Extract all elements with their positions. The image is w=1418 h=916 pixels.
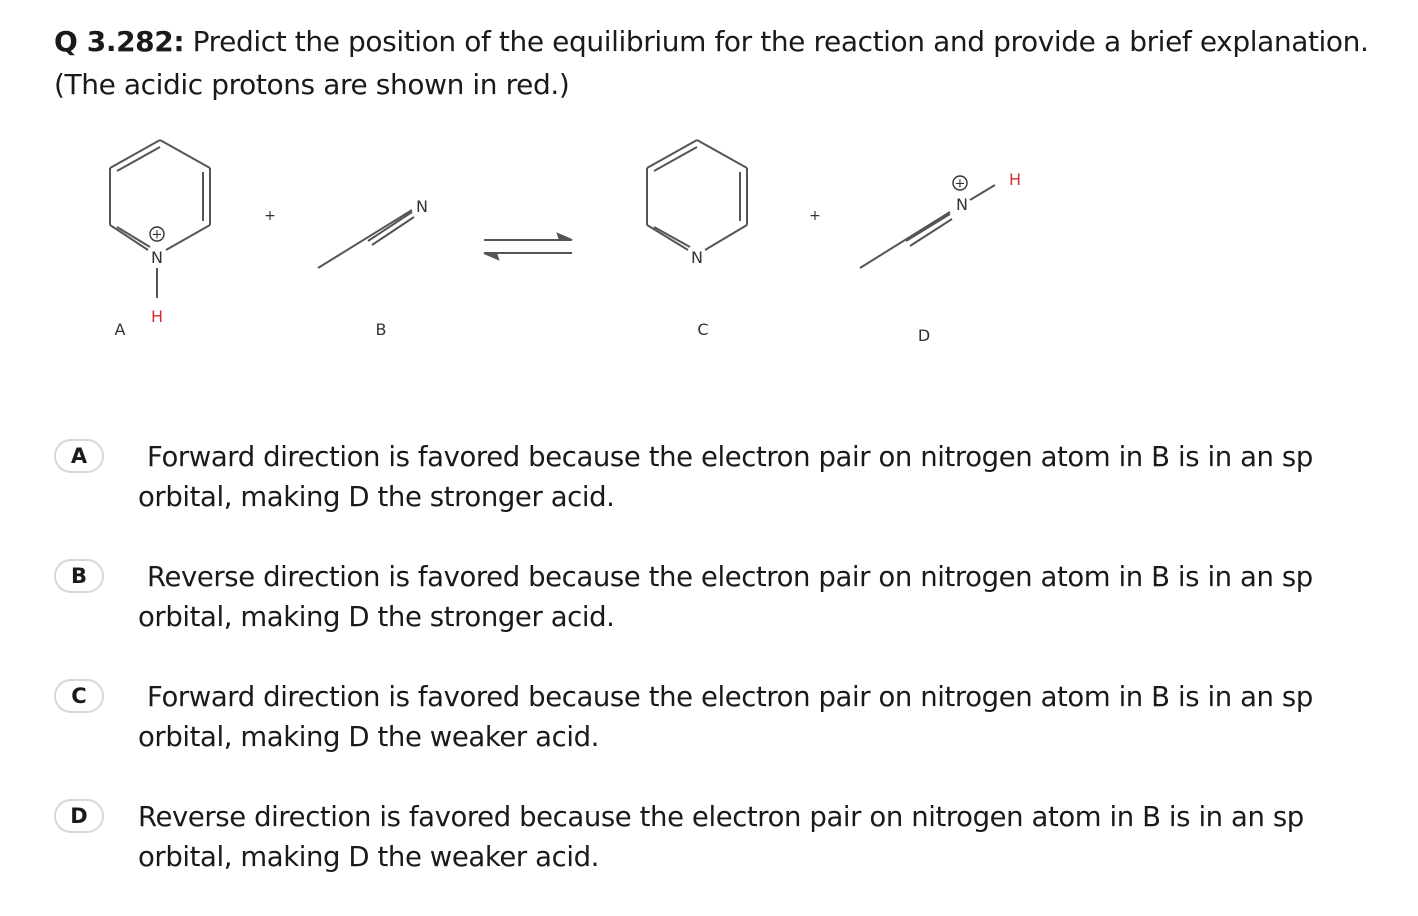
ring-c-bond <box>705 225 747 250</box>
nitrogen-atom: N <box>416 197 428 216</box>
question-number: Q 3.282: <box>54 25 185 58</box>
plus-sign: + <box>809 208 821 224</box>
option-line-1: Forward direction is favored because the electron pair on nitrogen atom in B is in an sp <box>147 441 1313 473</box>
option-letter-badge[interactable]: D <box>54 799 104 833</box>
nitrogen-atom: N <box>151 248 163 267</box>
question-line-1 <box>54 20 1404 63</box>
forward-arrowhead <box>558 234 572 240</box>
charge-sign: + <box>954 176 966 192</box>
ring-a-double-bond <box>117 147 160 171</box>
scheme-text <box>115 170 1021 345</box>
option-text[interactable] <box>138 557 1388 637</box>
question-block <box>54 20 1404 106</box>
option-text[interactable] <box>138 797 1388 877</box>
ring-c-bond <box>647 140 697 168</box>
option-line-2: orbital, making D the weaker acid. <box>138 841 599 873</box>
ring-a-double-bond <box>117 227 150 247</box>
option-line-2: orbital, making D the stronger acid. <box>138 481 615 513</box>
ring-c-bond <box>697 140 747 168</box>
acidic-hydrogen: H <box>150 307 164 326</box>
ring-c-double-bond <box>654 147 697 171</box>
ring-a-bond <box>160 140 210 168</box>
option-text[interactable] <box>138 437 1388 517</box>
charge-sign: + <box>151 227 163 243</box>
reaction-scheme <box>0 120 1418 380</box>
option-line-1: Forward direction is favored because the electron pair on nitrogen atom in B is in an sp <box>147 681 1313 713</box>
option-line-2: orbital, making D the weaker acid. <box>138 721 599 753</box>
nitrogen-atom: N <box>691 248 703 267</box>
option-line-1: Reverse direction is favored because the electron pair on nitrogen atom in B is in an sp <box>138 801 1304 833</box>
triple-bond <box>906 214 950 241</box>
option-letter-badge[interactable]: C <box>54 679 104 713</box>
reaction-scheme-svg <box>0 120 1418 380</box>
option-letter-badge[interactable]: B <box>54 559 104 593</box>
ring-c-double-bond <box>654 227 690 247</box>
option-line-1: Reverse direction is favored because the electron pair on nitrogen atom in B is in an sp <box>147 561 1313 593</box>
methyl-bond <box>318 210 412 268</box>
label-b: B <box>375 320 387 339</box>
ring-c-bond <box>647 225 688 250</box>
label-c: C <box>697 320 709 339</box>
triple-bond <box>368 212 412 241</box>
acidic-hydrogen: H <box>1008 170 1022 189</box>
nitrogen-atom: N <box>956 195 968 214</box>
option-letter-badge[interactable]: A <box>54 439 104 473</box>
label-d: D <box>917 326 931 345</box>
label-a: A <box>114 320 126 339</box>
bonds <box>110 140 995 298</box>
equilibrium-arrows <box>484 234 572 259</box>
question-text: Predict the position of the equilibrium for the reaction and provide a brief explanation. <box>192 25 1369 58</box>
n-h-bond <box>970 185 995 200</box>
option-line-2: orbital, making D the stronger acid. <box>138 601 615 633</box>
ring-a-bond <box>110 140 160 168</box>
option-text[interactable] <box>138 677 1388 757</box>
question-note: (The acidic protons are shown in red.) <box>54 68 570 101</box>
ring-a-bond <box>110 225 148 250</box>
reverse-arrowhead <box>484 253 498 259</box>
plus-sign: + <box>264 208 276 224</box>
methyl-bond <box>860 212 950 268</box>
ring-a-bond <box>166 225 210 250</box>
